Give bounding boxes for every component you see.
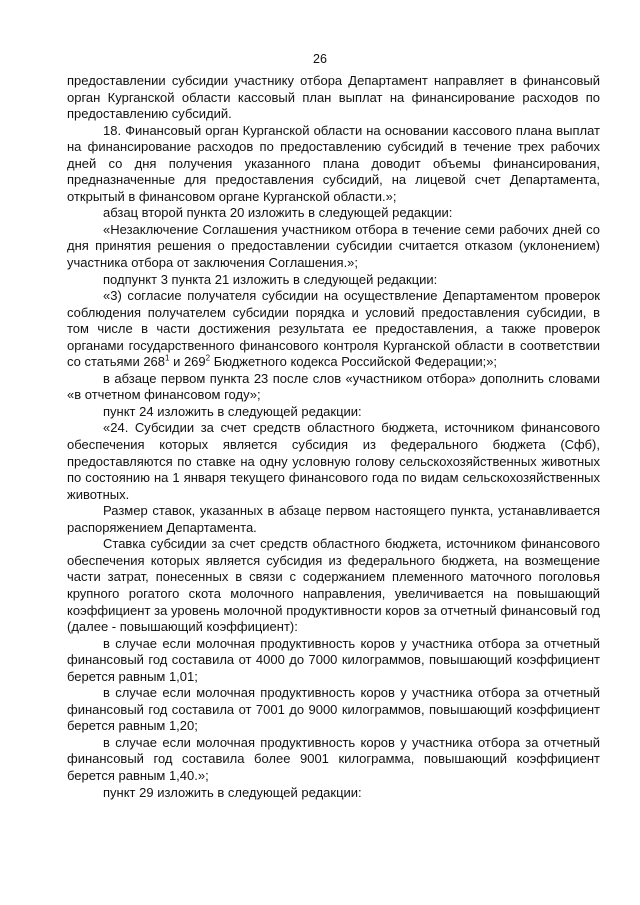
paragraph: в случае если молочная продуктивность коров у участника отбора за отчетный финансовый год составила от 4000 до 7000 килограммов, повышающий коэффициент берется равным 1,01; <box>67 635 600 684</box>
paragraph: пункт 29 изложить в следующей редакции: <box>103 784 362 800</box>
paragraph: «Незаключение Соглашения участником отбора в течение семи рабочих дней со дня принятия решения о предоставлении субсидии считается отказом (уклонением) участника отбора от заключения Соглашения.»; <box>67 221 600 271</box>
paragraph: пункт 24 изложить в следующей редакции: <box>103 403 362 419</box>
paragraph: в случае если молочная продуктивность коров у участника отбора за отчетный финансовый год составила более 9001 килограмма, повышающий коэффициент берется равным 1,40.»; <box>67 734 600 783</box>
paragraph: абзац второй пункта 20 изложить в следующей редакции: <box>103 205 453 221</box>
paragraph-text: Бюджетного кодекса Российской Федерации;»; <box>210 354 498 370</box>
paragraph: Ставка субсидии за счет средств областного бюджета, источником финансового обеспечения которых является субсидия из федерального бюджета, на возмещение части затрат, понесенных в связи с содержанием племенного маточного поголовья крупного рогатого скота молочного направления, увеличивается на повышающий коэффициент за уровень молочной продуктивности коров за отчетный финансовый год (далее - повышающий коэффициент): <box>67 536 600 635</box>
paragraph: «24. Субсидии за счет средств областного бюджета, источником финансового обеспечения которых является субсидия из федерального бюджета (Сфб), предоставляются по ставке на одну условную голову сельскохозяйственных животных по состоянию на 1 января текущего финансового года по видам сельскохозяйственных животных. <box>67 420 600 502</box>
document-body <box>67 73 600 801</box>
paragraph-text: «3) согласие получателя субсидии на осуществление Департаментом проверок соблюдения получателем субсидии порядка и условий предоставления субсидии, в том числе в части достижения результата ее предоставления, а также проверок органами государственного финансового контроля Курганской области в соответствии со статьями 268 <box>67 288 600 370</box>
paragraph: в случае если молочная продуктивность коров у участника отбора за отчетный финансовый год составила от 7001 до 9000 килограммов, повышающий коэффициент берется равным 1,20; <box>67 685 600 734</box>
paragraph: подпункт 3 пункта 21 изложить в следующей редакции: <box>103 271 438 287</box>
paragraph-text: и 269 <box>169 354 206 370</box>
superscript: 2 <box>205 353 211 363</box>
paragraph: 18. Финансовый орган Курганской области на основании кассового плана выплат на финансирование расходов по предоставлению субсидий в течение трех рабочих дней со дня получения указанного плана доводит объемы финансирования, предназначенные для предоставления субсидий, на лицевой счет Департамента, открытый в финансовом органе Курганской области.»; <box>67 122 600 204</box>
paragraph: в абзаце первом пункта 23 после слов «участником отбора» дополнить словами «в отчетном финансовом году»; <box>67 370 600 403</box>
page-number: 26 <box>313 52 327 66</box>
paragraph: Размер ставок, указанных в абзаце первом настоящего пункта, устанавливается распоряжением Департамента. <box>67 503 600 535</box>
superscript: 1 <box>165 353 170 363</box>
paragraph: предоставлении субсидии участнику отбора Департамент направляет в финансовый орган Курганской области кассовый план выплат на финансирование расходов по предоставлению субсидий. <box>67 73 600 122</box>
paragraph-with-superscripts <box>67 288 600 371</box>
